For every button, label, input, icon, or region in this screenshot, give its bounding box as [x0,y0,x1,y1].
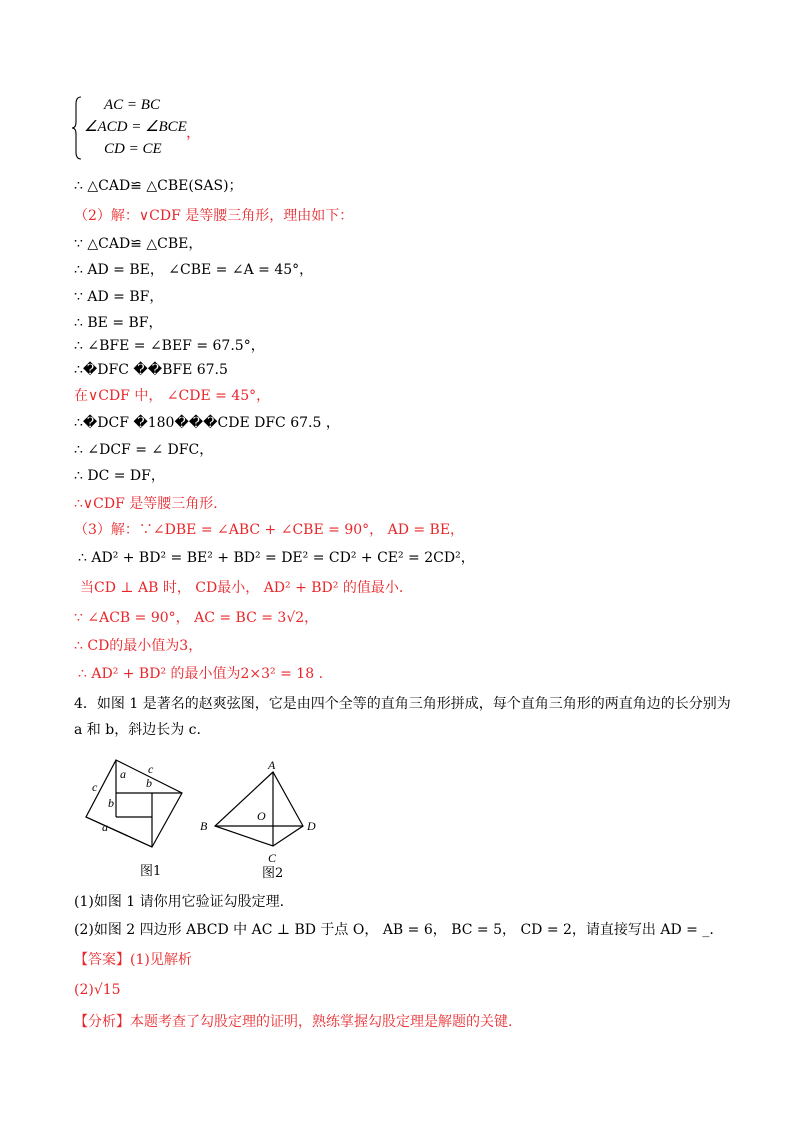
part2-heading: （2）解：∨CDF 是等腰三角形，理由如下： [74,208,354,224]
part2-step: ∴�DFC ��BFE 67.5 [74,362,228,378]
q4-stem-line1: 4．如图 1 是著名的赵爽弦图，它是由四个全等的直角三角形拼成，每个直角三角形的两直角边的长分别为 [74,696,731,712]
q4-stem-line2: a 和 b，斜边长为 c. [74,722,201,738]
fig1-caption: 图1 [140,864,162,879]
figure-2-quadrilateral [195,758,325,868]
part2-step: ∴ ∠DCF = ∠ DFC， [74,442,214,458]
fig2-label-b: B [200,819,208,833]
part3-step: ∴ AD² + BD² 的最小值为2×3² = 18 . [78,666,324,682]
fig1-label: a [102,820,108,834]
part3-step: ∴ AD² + BD² = BE² + BD² = DE² = CD² + CE² = 2CD²， [78,550,475,566]
brace-symbol [72,96,82,160]
part2-step: 在∨CDF 中， ∠CDE = 45°， [74,388,271,404]
system-eq1: AC = BC [104,97,160,113]
part2-step: ∵ △CAD≌ △CBE， [74,236,203,252]
fig2-caption: 图2 [262,866,284,881]
system-eq2: ∠ACD = ∠BCE [84,119,187,135]
fig1-label: c [148,762,154,776]
figure-1-zhao-shuang-diagram [80,755,190,860]
fig1-label: b [146,776,152,790]
part3-step: ∵ ∠ACB = 90°， AC = BC = 3√2， [74,610,319,626]
q4-sub2: (2)如图 2 四边形 ABCD 中 AC ⊥ BD 于点 O， AB = 6， BC = 5， CD = 2，请直接写出 AD = _. [74,922,714,938]
fig1-label: b [108,796,114,810]
part2-step: ∵ AD = BF， [74,289,164,305]
system-eq3: CD = CE [104,141,162,157]
fig2-label-d: D [307,819,316,833]
part2-step: ∴∨CDF 是等腰三角形. [74,496,218,512]
fig1-label: a [120,767,126,781]
part2-step: ∴ ∠BFE = ∠BEF = 67.5°， [74,338,265,354]
q4-answer-line2: (2)√15 [74,982,121,998]
part1-conclusion: ∴ △CAD≌ △CBE(SAS)； [74,178,243,194]
q4-answer-line1: 【答案】(1)见解析 [74,952,192,968]
part2-step: ∴�DCF �180���CDE DFC 67.5 ， [74,415,340,431]
q4-sub1: (1)如图 1 请你用它验证勾股定理. [74,894,285,910]
part2-step: ∴ BE = BF， [74,315,163,331]
part2-step: ∴ DC = DF， [74,468,165,484]
system-comma: ， [186,125,202,141]
fig2-label-o: O [257,809,266,823]
part3-step: ∴ CD的最小值为3， [74,638,203,654]
part2-step: ∴ AD = BE， ∠CBE = ∠A = 45°， [74,262,314,278]
part3-step: 当CD ⊥ AB 时， CD最小， AD² + BD² 的值最小. [80,580,404,596]
part3-step: （3）解：∵∠DBE = ∠ABC + ∠CBE = 90°， AD = BE， [74,522,465,538]
fig1-label: c [92,780,98,794]
fig2-label-a: A [268,758,276,772]
q4-analysis: 【分析】本题考查了勾股定理的证明，熟练掌握勾股定理是解题的关键. [74,1014,513,1030]
fig2-label-c: C [268,851,277,865]
